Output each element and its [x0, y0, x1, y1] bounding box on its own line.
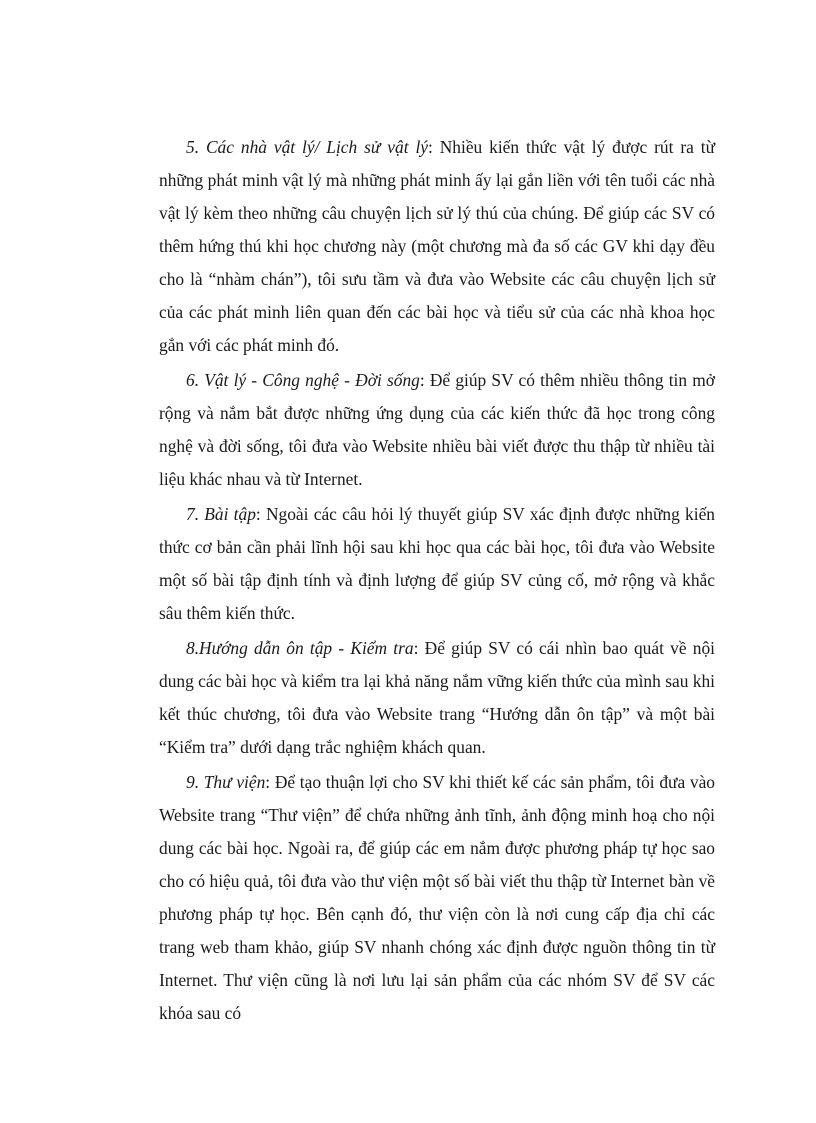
- paragraph-text: : Ngoài các câu hỏi lý thuyết giúp SV xác định được những kiến thức cơ bản cần phải lĩnh hội sau khi học qua các bài học, tôi đưa vào Website một số bài tập định tính và định lượng để giúp SV củng cố, mở rộng và khắc sâu thêm kiến thức.: [159, 504, 715, 623]
- paragraph-heading: 6. Vật lý - Công nghệ - Đời sống: [186, 370, 420, 390]
- paragraph-physicists-history: [159, 131, 715, 362]
- paragraph-text: : Để giúp SV có cái nhìn bao quát về nội dung các bài học và kiểm tra lại khả năng nắm vững kiến thức của mình sau khi kết thúc chương, tôi đưa vào Website trang “Hướng dẫn ôn tập” và một bài “Kiểm tra” dưới dạng trắc nghiệm khách quan.: [159, 638, 715, 757]
- paragraph-heading: 7. Bài tập: [186, 504, 256, 524]
- paragraph-heading: 8.Hướng dẫn ôn tập - Kiểm tra: [186, 638, 414, 658]
- paragraph-text: : Nhiều kiến thức vật lý được rút ra từ những phát minh vật lý mà những phát minh ấy lại gắn liền với tên tuổi các nhà vật lý kèm theo những câu chuyện lịch sử lý thú của chúng. Để giúp các SV có thêm hứng thú khi học chương này (một chương mà đa số các GV khi dạy đều cho là “nhàm chán”), tôi sưu tầm và đưa vào Website các câu chuyện lịch sử của các phát minh liên quan đến các bài học và tiểu sử của các nhà khoa học gắn với các phát minh đó.: [159, 137, 715, 355]
- paragraph-physics-technology-life: [159, 364, 715, 496]
- paragraph-text: : Để tạo thuận lợi cho SV khi thiết kế các sản phẩm, tôi đưa vào Website trang “Thư viện” để chứa những ảnh tĩnh, ảnh động minh hoạ cho nội dung các bài học. Ngoài ra, để giúp các em nắm được phương pháp tự học sao cho có hiệu quả, tôi đưa vào thư viện một số bài viết thu thập từ Internet bàn về phương pháp tự học. Bên cạnh đó, thư viện còn là nơi cung cấp địa chỉ các trang web tham khảo, giúp SV nhanh chóng xác định được nguồn thông tin từ Internet. Thư viện cũng là nơi lưu lại sản phẩm của các nhóm SV để SV các khóa sau có: [159, 772, 715, 1023]
- paragraph-library: [159, 766, 715, 1030]
- document-body: [159, 131, 715, 1030]
- paragraph-exercises: [159, 498, 715, 630]
- paragraph-text: : Để giúp SV có thêm nhiều thông tin mở rộng và nắm bắt được những ứng dụng của các kiến thức đã học trong công nghệ và đời sống, tôi đưa vào Website nhiều bài viết được thu thập từ nhiều tài liệu khác nhau và từ Internet.: [159, 370, 715, 489]
- paragraph-heading: 5. Các nhà vật lý/ Lịch sử vật lý: [186, 137, 428, 157]
- paragraph-review-test: [159, 632, 715, 764]
- paragraph-heading: 9. Thư viện: [186, 772, 266, 792]
